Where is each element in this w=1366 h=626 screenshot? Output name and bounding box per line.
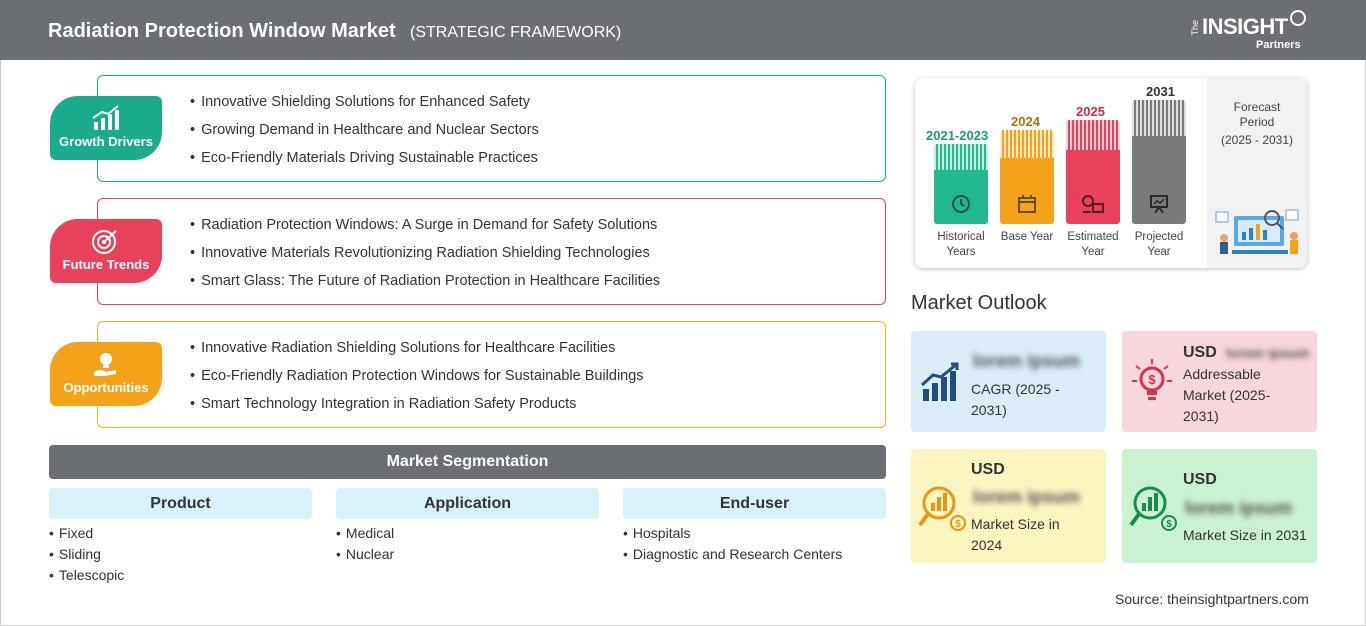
target-icon <box>90 227 122 255</box>
logo-partners: Partners <box>1256 39 1301 51</box>
list-item: • Smart Glass: The Future of Radiation Protection in Healthcare Facilities <box>190 273 660 301</box>
list-item: • Eco-Friendly Materials Driving Sustainable Practices <box>190 150 539 178</box>
size-2024-value: lorem ipsum <box>973 487 1081 507</box>
lightbulb-hand-icon <box>90 350 122 378</box>
future-trends-label: Future Trends <box>62 257 150 272</box>
timeline-caption-estimated: Estimated Year <box>1067 231 1119 258</box>
presentation-icon <box>1147 192 1171 216</box>
magnifier-chart-icon <box>917 483 967 533</box>
list-item: • Innovative Shielding Solutions for Enhanced Safety <box>190 94 539 122</box>
size-2031-value: lorem ipsum <box>1185 498 1293 518</box>
forecast-label: Forecast Period <box>1233 100 1281 129</box>
addressable-value: lorem ipsum <box>1226 345 1310 361</box>
svg-text:$: $ <box>1148 372 1156 387</box>
size-2024-currency: USD <box>971 461 1005 478</box>
list-item: • Fixed <box>49 525 312 546</box>
segment-application <box>336 488 599 567</box>
magnifier-chart-icon <box>1128 483 1178 533</box>
bar-stripes <box>1000 130 1054 158</box>
forecast-range: (2025 - 2031) <box>1220 133 1294 147</box>
analytics-illustration-icon <box>1212 202 1302 260</box>
list-item: • Diagnostic and Research Centers <box>623 546 886 567</box>
forecast-period-panel <box>1207 78 1307 268</box>
market-size-2031-card <box>1122 449 1317 563</box>
timeline-year-historical: 2021-2023 <box>926 128 989 143</box>
logo-ring-icon <box>1290 10 1306 26</box>
market-segmentation-header: Market Segmentation <box>49 445 886 479</box>
addressable-currency: USD <box>1183 344 1217 361</box>
bar-stripes <box>1132 100 1186 136</box>
list-item: • Hospitals <box>623 525 886 546</box>
list-item: • Medical <box>336 525 599 546</box>
growth-drivers-label: Growth Drivers <box>59 134 153 149</box>
history-icon <box>949 192 973 216</box>
timeline-caption-base: Base Year <box>1000 231 1054 243</box>
growth-drivers-badge <box>50 96 162 160</box>
cagr-value: lorem ipsum <box>973 351 1081 371</box>
source-note: Source: theinsightpartners.com <box>1115 591 1309 607</box>
logo-the: The <box>1190 20 1200 36</box>
list-item: • Nuclear <box>336 546 599 567</box>
header-bar <box>0 0 1366 60</box>
future-trends-card <box>97 198 886 305</box>
page-subtitle: (STRATEGIC FRAMEWORK) <box>410 24 622 41</box>
list-item: • Smart Technology Integration in Radiation Safety Products <box>190 396 644 424</box>
growth-chart-icon <box>919 361 963 405</box>
list-item: • Sliding <box>49 546 312 567</box>
cagr-label: CAGR (2025 - 2031) <box>971 381 1060 418</box>
segment-header: End-user <box>623 488 886 519</box>
future-trends-badge <box>50 219 162 283</box>
timeline-bar-projected <box>1132 100 1186 224</box>
timeline-panel <box>915 78 1307 268</box>
svg-text:$: $ <box>955 519 961 530</box>
insight-partners-logo[interactable] <box>1190 12 1320 54</box>
timeline-bar-historical <box>934 144 988 224</box>
bar-stripes <box>1066 120 1120 150</box>
size-2031-currency: USD <box>1183 471 1217 488</box>
size-2031-label: Market Size in 2031 <box>1183 527 1307 543</box>
segment-end-user <box>623 488 886 567</box>
opportunities-label: Opportunities <box>63 380 149 395</box>
list-item: • Innovative Radiation Shielding Solutions for Healthcare Facilities <box>190 340 644 368</box>
timeline-year-base: 2024 <box>1011 114 1040 129</box>
bar-stripes <box>934 144 988 170</box>
cagr-card <box>911 331 1106 432</box>
addressable-market-card <box>1122 331 1317 432</box>
growth-chart-icon <box>90 104 122 132</box>
timeline-bar-base <box>1000 130 1054 224</box>
market-size-2024-card <box>911 449 1106 563</box>
timeline-year-projected: 2031 <box>1146 84 1175 99</box>
estimate-icon <box>1079 192 1107 216</box>
opportunities-card <box>97 321 886 428</box>
market-outlook-title: Market Outlook <box>911 292 1047 314</box>
timeline-bar-estimated <box>1066 120 1120 224</box>
segment-header: Application <box>336 488 599 519</box>
idea-dollar-icon <box>1130 357 1174 407</box>
addressable-label: Addressable Market (2025-2031) <box>1183 366 1271 424</box>
forecast-text <box>1207 100 1307 148</box>
list-item: • Innovative Materials Revolutionizing Radiation Shielding Technologies <box>190 245 660 273</box>
list-item: • Telescopic <box>49 567 312 588</box>
timeline-caption-historical: Historical Years <box>937 231 985 258</box>
growth-drivers-card <box>97 75 886 182</box>
timeline-caption-projected: Projected Year <box>1134 231 1184 258</box>
timeline-year-estimated: 2025 <box>1076 104 1105 119</box>
segment-product <box>49 488 312 588</box>
logo-insight: INSIGHT <box>1202 14 1288 39</box>
page-title: Radiation Protection Window Market <box>48 20 396 42</box>
list-item: • Eco-Friendly Radiation Protection Windows for Sustainable Buildings <box>190 368 644 396</box>
segment-header: Product <box>49 488 312 519</box>
size-2024-label: Market Size in 2024 <box>971 516 1060 553</box>
calendar-icon <box>1015 192 1039 216</box>
list-item: • Growing Demand in Healthcare and Nuclear Sectors <box>190 122 539 150</box>
opportunities-badge <box>50 342 162 406</box>
list-item: • Radiation Protection Windows: A Surge in Demand for Safety Solutions <box>190 217 660 245</box>
svg-text:$: $ <box>1166 519 1172 530</box>
